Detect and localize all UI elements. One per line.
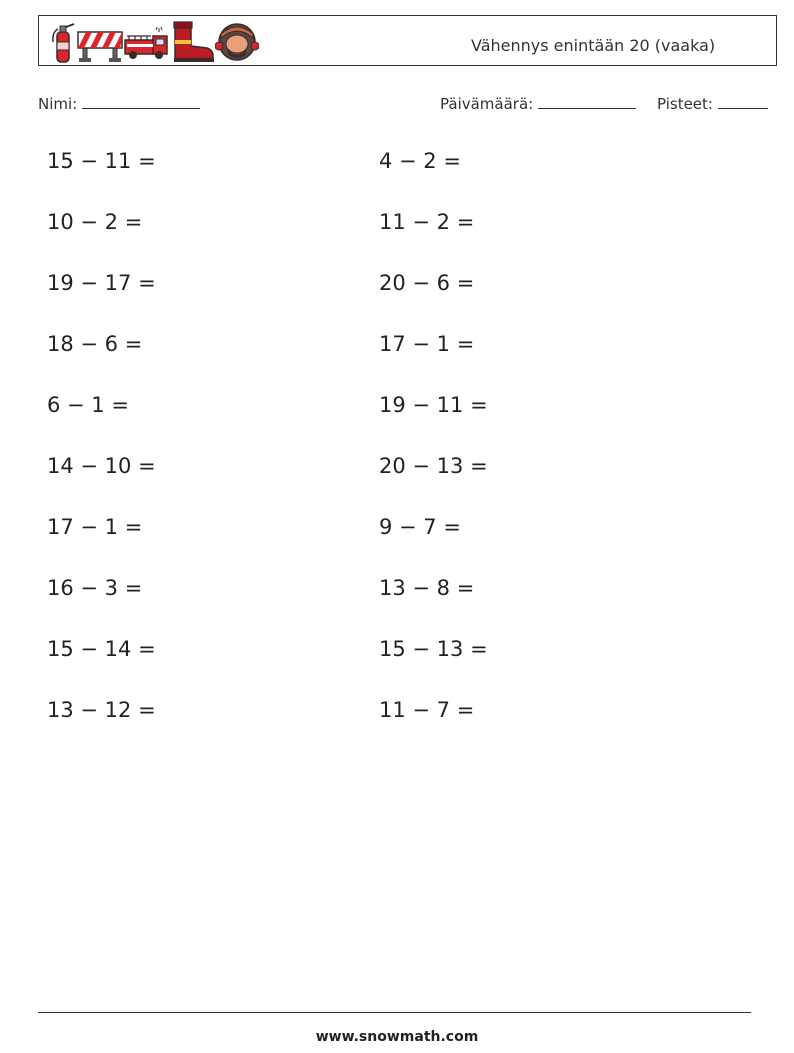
header-icons [49, 20, 259, 64]
date-label: Päivämäärä: [440, 95, 534, 113]
firefighter-boot-icon [169, 20, 215, 64]
date-field [440, 94, 636, 113]
problem-left-5: 6 − 1 = [47, 393, 129, 417]
problem-right-4: 17 − 1 = [379, 332, 475, 356]
footer-divider [38, 1012, 751, 1013]
problem-right-6: 20 − 13 = [379, 454, 488, 478]
problem-left-9: 15 − 14 = [47, 637, 156, 661]
road-barrier-icon [77, 20, 123, 64]
score-blank[interactable] [718, 94, 768, 109]
problem-left-3: 19 − 17 = [47, 271, 156, 295]
problem-right-7: 9 − 7 = [379, 515, 461, 539]
score-label: Pisteet: [657, 95, 713, 113]
problem-right-2: 11 − 2 = [379, 210, 475, 234]
problem-right-1: 4 − 2 = [379, 149, 461, 173]
problem-right-10: 11 − 7 = [379, 698, 475, 722]
problem-right-8: 13 − 8 = [379, 576, 475, 600]
worksheet-title: Vähennys enintään 20 (vaaka) [471, 36, 716, 55]
footer-url[interactable]: www.snowmath.com [315, 1029, 479, 1045]
problem-right-3: 20 − 6 = [379, 271, 475, 295]
name-field [38, 94, 200, 113]
name-label: Nimi: [38, 95, 78, 113]
problem-right-5: 19 − 11 = [379, 393, 488, 417]
gas-mask-icon [215, 20, 259, 64]
score-field [657, 94, 768, 113]
problem-left-8: 16 − 3 = [47, 576, 143, 600]
problem-left-6: 14 − 10 = [47, 454, 156, 478]
fire-extinguisher-icon [49, 20, 77, 64]
problem-left-4: 18 − 6 = [47, 332, 143, 356]
fire-truck-icon [123, 20, 169, 64]
problem-left-1: 15 − 11 = [47, 149, 156, 173]
name-blank[interactable] [82, 94, 200, 109]
worksheet-header [38, 15, 777, 66]
date-blank[interactable] [538, 94, 636, 109]
problem-left-2: 10 − 2 = [47, 210, 143, 234]
problem-right-9: 15 − 13 = [379, 637, 488, 661]
problem-left-7: 17 − 1 = [47, 515, 143, 539]
problem-left-10: 13 − 12 = [47, 698, 156, 722]
